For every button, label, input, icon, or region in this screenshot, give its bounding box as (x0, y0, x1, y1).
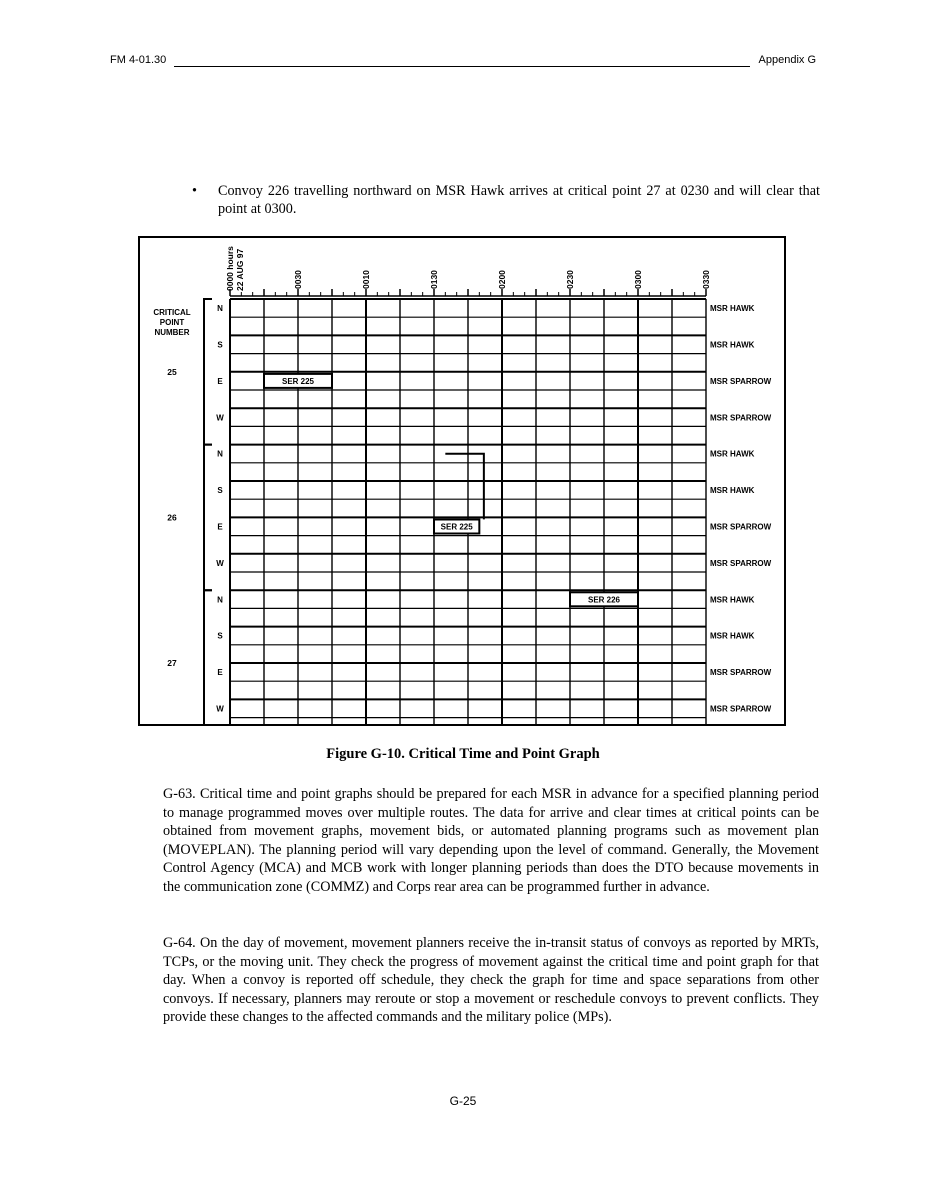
paragraph-g63: G-63. Critical time and point graphs should be prepared for each MSR in advance for a specified planning period to manage programmed moves over multiple routes. The data for arrive and clear times at critical points can be obtained from movement graphs, movement bids, or automated planning programs such as movement plan (MOVEPLAN). The planning period will vary depending upon the level of command. Generally, the Movement Control Agency (MCA) and MCB work with longer planning periods than does the DTO because movements in the communication zone (COMMZ) and Corps rear area can be programmed further in advance. (163, 786, 819, 895)
header-appendix: Appendix G (758, 54, 816, 66)
route-label: MSR SPARROW (710, 413, 772, 423)
time-label: 0230 (565, 270, 575, 289)
time-label: 0030 (293, 270, 303, 289)
route-label: MSR SPARROW (710, 668, 772, 678)
direction-label: S (217, 340, 223, 350)
critical-point-bracket (204, 299, 212, 445)
route-label: MSR SPARROW (710, 376, 772, 386)
serial-label: SER 225 (281, 376, 315, 386)
serial-connector-line (445, 454, 484, 520)
bullet-item (192, 182, 820, 218)
critical-point-bracket (204, 590, 212, 724)
header-rule (174, 66, 750, 67)
route-label: MSR HAWK (710, 449, 755, 459)
time-label: 0130 (429, 270, 439, 289)
paragraph-g64: G-64. On the day of movement, movement planners receive the in-transit status of convoys as reported by MRTs, TCPs, or the moving unit. They check the progress of movement against the critical time and point graph for that day. When a convoy is reported off schedule, they check the graph for time and space separations from other convoys. If necessary, planners may reroute or stop a movement or reschedule convoys to prevent conflicts. They provide these changes to the affected commands and the military police (MPs). (163, 935, 819, 1026)
critical-point-number: 25 (167, 366, 177, 377)
direction-label: S (217, 631, 223, 641)
route-label: MSR SPARROW (710, 522, 772, 532)
direction-label: E (217, 668, 223, 678)
figure-caption: Figure G-10. Critical Time and Point Graph (326, 746, 600, 762)
time-label: 0330 (701, 270, 711, 289)
figure-frame (138, 236, 786, 726)
serial-label: SER 225 (440, 522, 473, 532)
bullet-symbol: • (192, 183, 197, 199)
critical-point-header: CRITICAL (153, 308, 191, 317)
direction-label: W (216, 704, 224, 714)
route-label: MSR HAWK (710, 595, 755, 605)
critical-point-number: 27 (167, 658, 177, 668)
route-label: MSR SPARROW (710, 558, 772, 568)
serial-label: SER 226 (587, 595, 621, 605)
direction-label: N (217, 304, 223, 314)
route-label: MSR HAWK (710, 486, 755, 496)
time-label: 0200 (497, 270, 507, 289)
direction-label: N (217, 595, 223, 605)
direction-label: W (216, 413, 224, 423)
direction-label: E (217, 376, 223, 386)
route-label: MSR HAWK (710, 340, 755, 350)
time-start-label-hours: 0000 hours (225, 246, 235, 291)
page-number: G-25 (449, 1094, 477, 1108)
critical-point-number: 26 (167, 512, 177, 523)
route-label: MSR HAWK (710, 304, 755, 314)
bullet-text: Convoy 226 travelling northward on MSR Hawk arrives at critical point 27 at 0230 and will clear that point at 0300. (218, 183, 820, 217)
direction-label: W (216, 558, 224, 568)
route-label: MSR SPARROW (710, 704, 772, 714)
critical-point-header: NUMBER (154, 328, 190, 337)
time-label: 0300 (633, 270, 643, 289)
direction-label: N (217, 449, 223, 459)
critical-point-header: POINT (159, 318, 185, 327)
direction-label: E (217, 522, 223, 532)
header-manual-id: FM 4-01.30 (110, 54, 167, 66)
critical-point-bracket (204, 445, 212, 591)
time-label: 0010 (361, 270, 371, 289)
route-label: MSR HAWK (710, 631, 755, 641)
time-start-label-date: 22 AUG 97 (235, 248, 245, 291)
direction-label: S (217, 486, 223, 496)
critical-time-point-graph (140, 238, 784, 724)
